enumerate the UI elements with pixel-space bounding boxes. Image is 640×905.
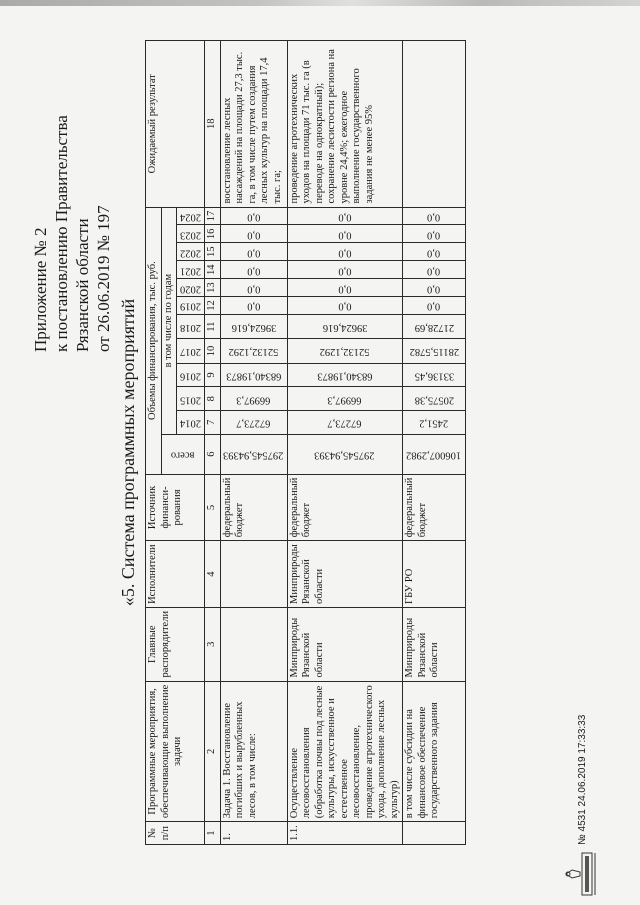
year-cell: 2021: [177, 261, 205, 279]
row-executor: Минприроды Рязанской области: [287, 541, 403, 608]
row-source: федеральный бюджет: [287, 474, 403, 541]
appendix-line-1: Приложение № 2: [31, 227, 50, 352]
row-year-value: 0,0: [220, 243, 287, 261]
row-year-value: 0,0: [220, 207, 287, 225]
header-source: Источник финанси-рования: [146, 474, 205, 541]
row-result: восстановление лесных насаждений на площади 27,3 тыс. га, в том числе путем создания лесных культур на площади 17,4 тыс. га;: [220, 41, 287, 208]
row-year-value: 2451,2: [403, 411, 465, 435]
header-total: всего: [161, 434, 205, 474]
col-number: 6: [205, 434, 221, 474]
row-executor: [220, 541, 287, 608]
col-number: 17: [205, 207, 221, 225]
header-by-years: в том числе по годам: [161, 207, 177, 434]
row-year-value: 0,0: [220, 261, 287, 279]
section-title: «5. Система программных мероприятий: [118, 298, 138, 607]
header-measures: Программные мероприятия, обеспечивающие выполнение задачи: [146, 681, 205, 822]
row-total: 106007,2982: [403, 434, 465, 474]
row-year-value: 20575,38: [403, 387, 465, 411]
year-cell: 2019: [177, 297, 205, 315]
row-year-value: 0,0: [287, 279, 403, 297]
row-total: 297545,94393: [287, 434, 403, 474]
header-result: Ожидаемый результат: [146, 41, 205, 208]
row-year-value: 52132,1292: [220, 339, 287, 363]
col-number: 12: [205, 297, 221, 315]
year-cell: 2024: [177, 207, 205, 225]
year-cell: 2022: [177, 243, 205, 261]
header-volumes: Объемы финансирования, тыс. руб.: [146, 207, 162, 474]
header-row-1: [146, 41, 162, 845]
row-year-value: 39624,616: [287, 314, 403, 338]
year-cell: 2015: [177, 387, 205, 411]
year-cell: 2016: [177, 363, 205, 387]
row-year-value: 21728,69: [403, 314, 465, 338]
row-year-value: 0,0: [287, 243, 403, 261]
row-year-value: 39624,616: [220, 314, 287, 338]
row-num: [403, 822, 465, 845]
column-numbers-row: [205, 41, 221, 845]
row-result: проведение агротехнических уходов на площади 71 тыс. га (в переводе на однократный); сохранение лесистости региона на уровне 24,4%; ежегодное выполнение государственного задания не менее 95%: [287, 41, 403, 208]
col-number: 5: [205, 474, 221, 541]
row-manager: [220, 607, 287, 681]
row-year-value: 68340,19873: [220, 363, 287, 387]
row-year-value: 0,0: [403, 279, 465, 297]
row-num: 1.1.: [287, 822, 403, 845]
col-number: 1: [205, 822, 221, 845]
row-year-value: 0,0: [220, 297, 287, 315]
header-executors: Исполнители: [146, 541, 205, 608]
col-number: 18: [205, 41, 221, 208]
row-manager: Минприроды Рязанской области: [403, 607, 465, 681]
table-row: [403, 41, 465, 845]
row-year-value: 28115,5782: [403, 339, 465, 363]
row-year-value: 0,0: [403, 261, 465, 279]
col-number: 2: [205, 681, 221, 822]
row-year-value: 67273,7: [287, 411, 403, 435]
row-year-value: 33136,45: [403, 363, 465, 387]
col-number: 9: [205, 363, 221, 387]
row-measure: Осуществление лесовосстановления (обработка почвы под лесные культуры, искусственное и естественное лесовосстановление, проведение агротехнического ухода, дополнение лесных культур): [287, 681, 403, 822]
program-measures-table: [145, 40, 466, 845]
registration-footer: № 4531 24.06.2019 17:33:33: [577, 714, 588, 845]
col-number: 16: [205, 225, 221, 243]
row-year-value: 0,0: [287, 297, 403, 315]
row-year-value: 68340,19873: [287, 363, 403, 387]
year-cell: 2020: [177, 279, 205, 297]
table-row: [287, 41, 403, 845]
row-total: 297545,94393: [220, 434, 287, 474]
row-executor: ГБУ РО: [403, 541, 465, 608]
row-year-value: 0,0: [220, 279, 287, 297]
row-year-value: 66997,3: [287, 387, 403, 411]
row-source: федеральный бюджет: [220, 474, 287, 541]
row-year-value: 0,0: [403, 207, 465, 225]
row-measure: Задача 1. Восстановление погибших и вырубленных лесов, в том числе:: [220, 681, 287, 822]
registry-seal-icon: [560, 849, 600, 899]
row-source: федеральный бюджет: [403, 474, 465, 541]
row-num: 1.: [220, 822, 287, 845]
row-year-value: 0,0: [403, 297, 465, 315]
year-cell: 2023: [177, 225, 205, 243]
col-number: 11: [205, 314, 221, 338]
row-year-value: 0,0: [287, 207, 403, 225]
col-number: 15: [205, 243, 221, 261]
appendix-line-4: от 26.06.2019 № 197: [94, 205, 113, 352]
row-year-value: 0,0: [287, 225, 403, 243]
appendix-header: [30, 52, 114, 352]
header-managers: Главные распорядители: [146, 607, 205, 681]
appendix-line-3: Рязанской области: [73, 218, 92, 352]
row-year-value: 66997,3: [220, 387, 287, 411]
col-number: 4: [205, 541, 221, 608]
row-year-value: 0,0: [220, 225, 287, 243]
header-num: № п/п: [146, 822, 205, 845]
year-cell: 2018: [177, 314, 205, 338]
table-row: [220, 41, 287, 845]
row-manager: Минприроды Рязанской области: [287, 607, 403, 681]
row-year-value: 52132,1292: [287, 339, 403, 363]
col-number: 3: [205, 607, 221, 681]
row-year-value: 0,0: [403, 243, 465, 261]
row-year-value: 0,0: [287, 261, 403, 279]
year-cell: 2014: [177, 411, 205, 435]
year-cell: 2017: [177, 339, 205, 363]
col-number: 8: [205, 387, 221, 411]
row-result: [403, 41, 465, 208]
col-number: 13: [205, 279, 221, 297]
row-measure: в том числе субсидии на финансовое обеспечение государственного задания: [403, 681, 465, 822]
row-year-value: 67273,7: [220, 411, 287, 435]
appendix-line-2: к постановлению Правительства: [52, 115, 71, 352]
col-number: 7: [205, 411, 221, 435]
row-year-value: 0,0: [403, 225, 465, 243]
col-number: 14: [205, 261, 221, 279]
col-number: 10: [205, 339, 221, 363]
